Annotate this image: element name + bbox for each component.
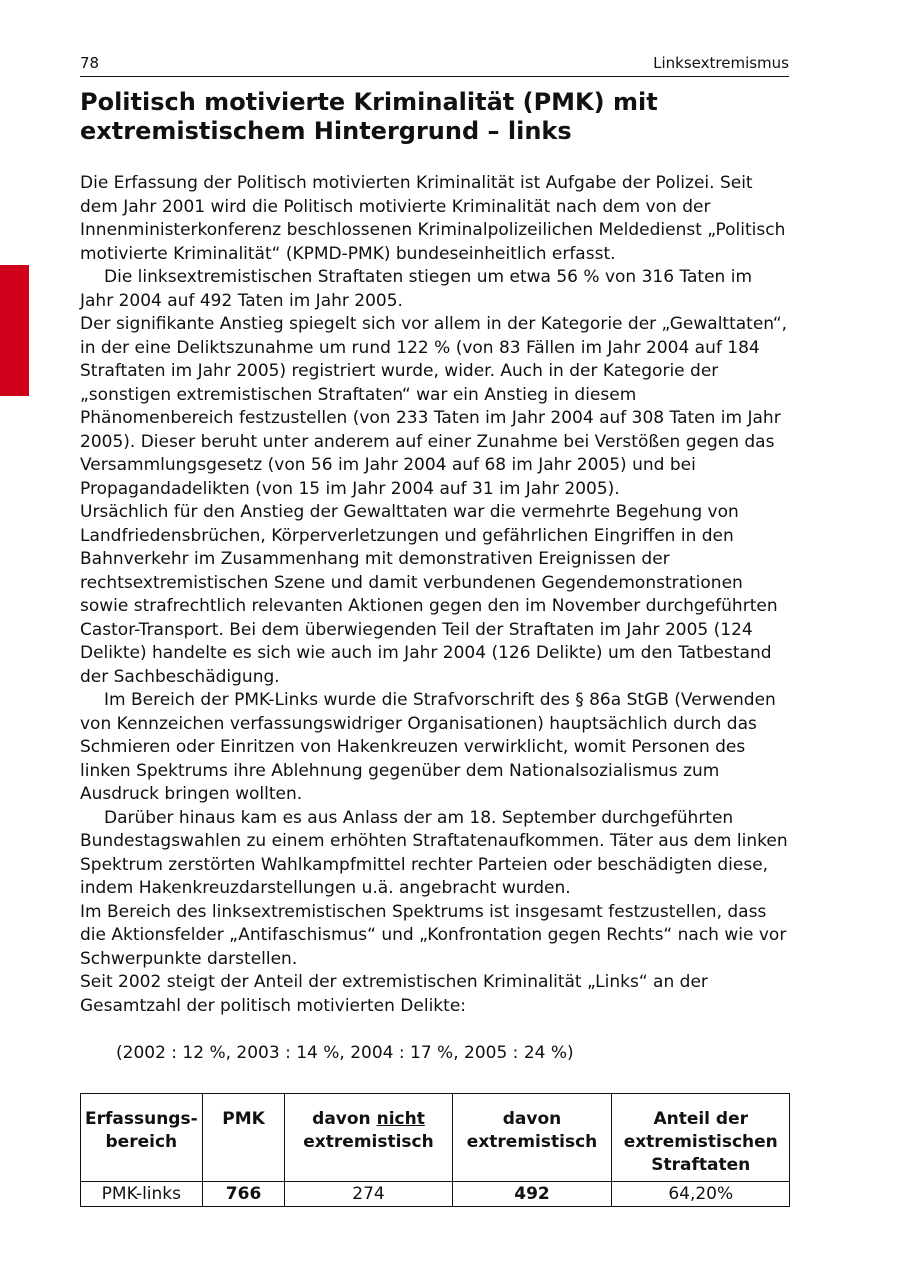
body-text [80,172,790,1018]
cell-extremist: 492 [452,1182,612,1207]
paragraph: Die linksextremistischen Straftaten stiegen um etwa 56 % von 316 Taten im Jahr 2004 auf 492 Taten im Jahr 2005. [80,267,753,311]
column-header-share: Anteil der extremistischen Straftaten [612,1094,790,1182]
cell-pmk: 766 [202,1182,285,1207]
paragraph: Der signifikante Anstieg spiegelt sich vor allem in der Kategorie der „Gewalttaten“, in der eine Deliktszunahme um rund 122 % (von 83 Fällen im Jahr 2004 auf 184 Straftaten im Jahr 2005) registriert wurde, wider. Auch in der Kategorie der „sonstigen extremistischen Straftaten“ war ein Anstieg in diesem Phänomenbereich festzustellen (von 233 Taten im Jahr 2004 auf 308 Taten im Jahr 2005). Dieser beruht unter anderem auf einer Zunahme bei Verstößen gegen das Versammlungsgesetz (von 56 im Jahr 2004 auf 68 im Jahr 2005) und bei Propagandadelikten (von 15 im Jahr 2004 auf 31 im Jahr 2005). [80,314,788,499]
header-underlined-word: nicht [376,1109,425,1129]
header-suffix: extremistisch [303,1132,434,1152]
cell-share: 64,20% [612,1182,790,1207]
share-by-year: (2002 : 12 %, 2003 : 14 %, 2004 : 17 %, 2005 : 24 %) [116,1043,574,1063]
page-header [80,54,789,77]
chapter-color-tab [0,265,29,396]
section-title: Linksextremismus [653,54,789,72]
paragraph: Die Erfassung der Politisch motivierten Kriminalität ist Aufgabe der Polizei. Seit dem Jahr 2001 wird die Politisch motivierte Kriminalität nach dem von der Innenministerkonferenz beschlossenen Kriminalpolizeilichen Meldedienst „Politisch motivierte Kriminalität“ (KPMD-PMK) bundeseinheitlich erfasst. [80,173,786,264]
paragraph: Im Bereich der PMK-Links wurde die Strafvorschrift des § 86a StGB (Verwenden von Kennzeichen verfassungswidriger Organisationen) hauptsächlich durch das Schmieren oder Einritzen von Hakenkreuzen verwirklicht, womit Personen des linken Spektrums ihre Ablehnung gegenüber dem Nationalsozialismus zum Ausdruck bringen wollten. [80,690,776,804]
paragraph: Ursächlich für den Anstieg der Gewalttaten war die vermehrte Begehung von Landfriedensbrüchen, Körperverletzungen und gefährlichen Eingriffen in den Bahnverkehr im Zusammenhang mit demonstrativen Ereignissen der rechtsextremistischen Szene und damit verbundenen Gegendemonstrationen sowie strafrechtlich relevanten Aktionen gegen den im November durchgeführten Castor-Transport. Bei dem überwiegenden Teil der Straftaten im Jahr 2005 (124 Delikte) handelte es sich wie auch im Jahr 2004 (126 Delikte) um den Tatbestand der Sachbeschädigung. [80,502,778,687]
table-row [81,1182,790,1207]
cell-not-extremist: 274 [285,1182,452,1207]
paragraph: Im Bereich des linksextremistischen Spektrums ist insgesamt festzustellen, dass die Aktionsfelder „Antifaschismus“ und „Konfrontation gegen Rechts“ nach wie vor Schwerpunkte darstellen. [80,901,787,969]
paragraph: Seit 2002 steigt der Anteil der extremistischen Kriminalität „Links“ an der Gesamtzahl der politisch motivierten Delikte: [80,972,708,1016]
header-prefix: davon [312,1109,371,1129]
column-header-not-extremist [285,1094,452,1182]
statistics-table [80,1093,790,1207]
column-header-extremist: davon extremistisch [452,1094,612,1182]
column-header-pmk: PMK [202,1094,285,1182]
paragraph: Darüber hinaus kam es aus Anlass der am 18. September durchgeführten Bundestagswahlen zu einem erhöhten Straftatenaufkommen. Täter aus dem linken Spektrum zerstörten Wahlkampfmittel rechter Parteien oder beschädigten diese, indem Hakenkreuzdarstellungen u.ä. angebracht wurden. [80,807,788,898]
cell-area: PMK-links [81,1182,203,1207]
column-header-area: Erfassungs-bereich [81,1094,203,1182]
page-number: 78 [80,54,100,72]
page-title: Politisch motivierte Kriminalität (PMK) mit extremistischem Hintergrund – links [80,88,658,145]
table-header-row [81,1094,790,1182]
